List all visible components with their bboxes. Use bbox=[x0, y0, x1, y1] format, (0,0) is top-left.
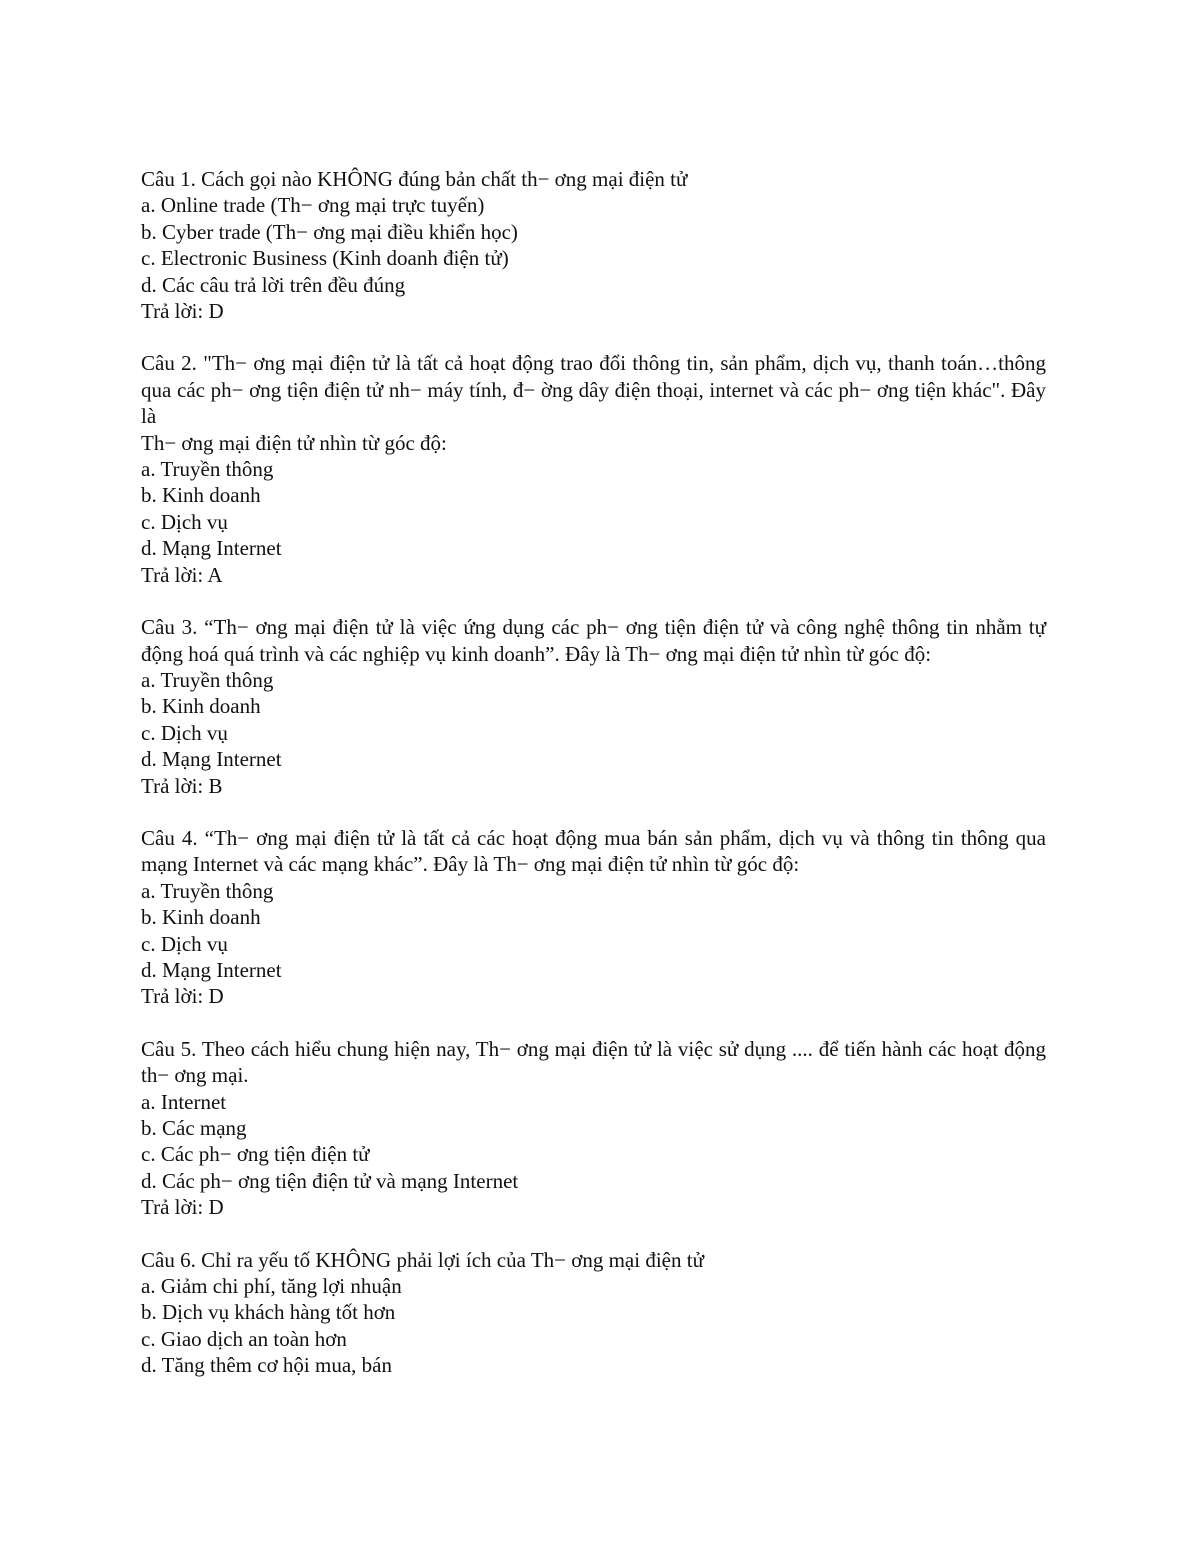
option-b: b. Dịch vụ khách hàng tốt hơn bbox=[141, 1300, 396, 1325]
question-stem: Câu 5. Theo cách hiểu chung hiện nay, Th− ơng mại điện tử là việc sử dụng .... để tiến hành các hoạt động th− ơng mại. bbox=[141, 1036, 1046, 1088]
question-4 bbox=[141, 825, 1046, 1010]
answer-line: Trả lời: B bbox=[141, 773, 223, 798]
option-b: b. Kinh doanh bbox=[141, 483, 261, 508]
answer-line: Trả lời: D bbox=[141, 1195, 224, 1220]
question-stem: Câu 1. Cách gọi nào KHÔNG đúng bản chất th− ơng mại điện tử bbox=[141, 167, 688, 191]
option-d: d. Tăng thêm cơ hội mua, bán bbox=[141, 1353, 392, 1378]
question-stem-continued: Th− ơng mại điện tử nhìn từ góc độ: bbox=[141, 430, 447, 455]
question-stem: Câu 4. “Th− ơng mại điện tử là tất cả các hoạt động mua bán sản phẩm, dịch vụ và thông tin thông qua mạng Internet và các mạng khác”. Đây là Th− ơng mại điện tử nhìn từ góc độ: bbox=[141, 825, 1046, 877]
option-d: d. Các ph− ơng tiện điện tử và mạng Internet bbox=[141, 1168, 519, 1193]
option-d: d. Mạng Internet bbox=[141, 957, 282, 982]
option-d: d. Mạng Internet bbox=[141, 536, 282, 561]
option-c: c. Electronic Business (Kinh doanh điện tử) bbox=[141, 246, 509, 271]
answer-line: Trả lời: A bbox=[141, 562, 223, 587]
option-c: c. Dịch vụ bbox=[141, 720, 228, 745]
option-b: b. Cyber trade (Th− ơng mại điều khiển học) bbox=[141, 219, 518, 244]
question-5 bbox=[141, 1036, 1046, 1221]
option-c: c. Dịch vụ bbox=[141, 509, 228, 534]
option-a: a. Truyền thông bbox=[141, 878, 274, 903]
option-b: b. Kinh doanh bbox=[141, 905, 261, 930]
answer-line: Trả lời: D bbox=[141, 984, 224, 1009]
option-a: a. Internet bbox=[141, 1089, 227, 1114]
question-3 bbox=[141, 614, 1046, 799]
question-1 bbox=[141, 166, 1046, 324]
question-2 bbox=[141, 350, 1046, 588]
option-a: a. Truyền thông bbox=[141, 667, 274, 692]
question-stem: Câu 2. "Th− ơng mại điện tử là tất cả hoạt động trao đổi thông tin, sản phẩm, dịch vụ, thanh toán…thông qua các ph− ơng tiện điện tử nh− máy tính, đ− ờng dây điện thoại, internet và các ph− ơng tiện khác". Đây là bbox=[141, 351, 1046, 429]
option-c: c. Dịch vụ bbox=[141, 931, 228, 956]
option-a: a. Online trade (Th− ơng mại trực tuyến) bbox=[141, 193, 485, 218]
option-d: d. Mạng Internet bbox=[141, 747, 282, 772]
option-b: b. Kinh doanh bbox=[141, 694, 261, 719]
option-a: a. Giảm chi phí, tăng lợi nhuận bbox=[141, 1274, 402, 1299]
document-page bbox=[141, 166, 1046, 1405]
question-6 bbox=[141, 1247, 1046, 1379]
option-c: c. Các ph− ơng tiện điện tử bbox=[141, 1142, 370, 1167]
answer-line: Trả lời: D bbox=[141, 299, 224, 324]
option-d: d. Các câu trả lời trên đều đúng bbox=[141, 272, 406, 297]
option-b: b. Các mạng bbox=[141, 1116, 247, 1140]
option-c: c. Giao dịch an toàn hơn bbox=[141, 1326, 347, 1351]
question-stem: Câu 6. Chỉ ra yếu tố KHÔNG phải lợi ích của Th− ơng mại điện tử bbox=[141, 1247, 704, 1272]
option-a: a. Truyền thông bbox=[141, 457, 274, 482]
question-stem: Câu 3. “Th− ơng mại điện tử là việc ứng dụng các ph− ơng tiện điện tử và công nghệ thông tin nhằm tự động hoá quá trình và các nghiệp vụ kinh doanh”. Đây là Th− ơng mại điện tử nhìn từ góc độ: bbox=[141, 615, 1046, 666]
